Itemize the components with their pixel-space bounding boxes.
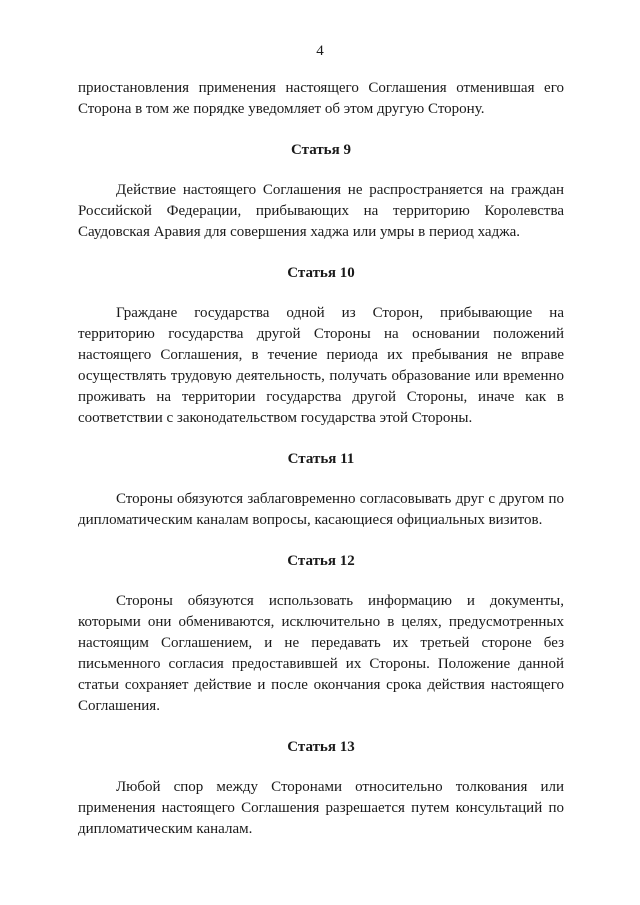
article-11-text: Стороны обязуются заблаговременно согласовывать друг с другом по дипломатическим каналам вопросы, касающиеся официальных визитов. [78, 491, 564, 528]
article-13-heading: Статья 13 [287, 739, 355, 755]
article-10-heading: Статья 10 [287, 265, 355, 281]
article-9-heading: Статья 9 [291, 142, 351, 158]
article-13-text: Любой спор между Сторонами относительно толкования или применения настоящего Соглашения разрешается путем консультаций по дипломатическим каналам. [78, 779, 564, 837]
page-number: 4 [316, 43, 324, 59]
document-body [78, 78, 564, 840]
article-9-text: Действие настоящего Соглашения не распространяется на граждан Российской Федерации, прибывающих на территорию Королевства Саудовская Аравия для совершения хаджа или умры в период хаджа. [78, 182, 564, 240]
article-10-text: Граждане государства одной из Сторон, прибывающие на территорию государства другой Стороны на основании положений настоящего Соглашения, в течение периода их пребывания не вправе осуществлять трудовую деятельность, получать образование или временно проживать на территории государства другой Стороны, иначе как в соответствии с законодательством государства этой Стороны. [78, 305, 564, 426]
lead-paragraph: приостановления применения настоящего Соглашения отменившая его Сторона в том же порядке уведомляет об этом другую Сторону. [78, 80, 564, 117]
article-12-heading: Статья 12 [287, 553, 355, 569]
article-12-text: Стороны обязуются использовать информацию и документы, которыми они обмениваются, исключительно в целях, предусмотренных настоящим Соглашением, и не передавать их третьей стороне без письменного согласия предоставившей их Стороны. Положение данной статьи сохраняет действие и после окончания срока действия настоящего Соглашения. [78, 593, 564, 714]
article-11-heading: Статья 11 [287, 451, 355, 467]
